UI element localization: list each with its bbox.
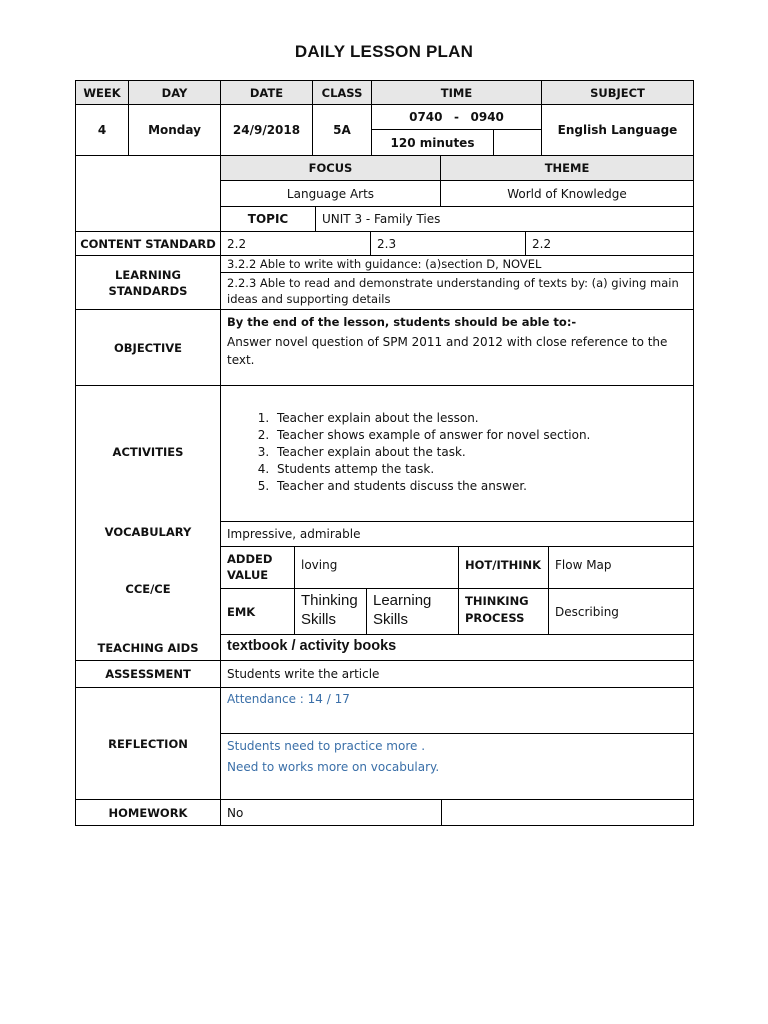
content-standard-label: CONTENT STANDARD [75,231,221,256]
date-value: 24/9/2018 [220,104,313,156]
topic-value: UNIT 3 - Family Ties [315,206,694,232]
duration-value: 120 minutes [371,129,494,156]
teaching-aids-label: TEACHING AIDS [97,641,199,655]
cce-label: CCE/CE [125,582,171,596]
activity-item: 5. Teacher and students discuss the answer. [273,478,590,495]
time-separator: - [454,110,459,124]
objective-intro: By the end of the lesson, students should be able to:- [227,315,577,329]
assessment-value: Students write the article [220,660,694,688]
header-date: DATE [220,80,313,105]
thinking-process-label: THINKING PROCESS [458,588,549,635]
activities-label: ACTIVITIES [112,445,184,459]
learning-standard-2: 2.2.3 Able to read and demonstrate understanding of texts by: (a) giving main ideas and supporting details [220,272,694,310]
attendance-value: Attendance : 14 / 17 [220,687,694,734]
hot-ithink-value: Flow Map [548,546,694,589]
reflection-label: REFLECTION [75,687,221,800]
objective-label: OBJECTIVE [75,309,221,386]
teaching-aids-value: textbook / activity books [220,634,694,661]
learning-standards-label: LEARNING STANDARDS [75,255,221,310]
activity-item: 1. Teacher explain about the lesson. [273,410,590,427]
subject-value: English Language [541,104,694,156]
time-start: 0740 [409,110,443,124]
theme-label: THEME [440,155,694,181]
reflection-line-1: Students need to practice more . [227,739,426,753]
page-title: DAILY LESSON PLAN [294,42,474,61]
content-standard-3: 2.2 [525,231,694,256]
header-week: WEEK [75,80,129,105]
emk-thinking-skills: Thinking Skills [294,588,367,635]
topic-label: TOPIC [220,206,316,232]
header-class: CLASS [312,80,372,105]
activities-cell [220,385,694,522]
time-range [371,104,542,130]
activity-item: 4. Students attemp the task. [273,461,590,478]
reflection-notes [220,733,694,800]
added-value-value: loving [294,546,459,589]
homework-blank-cell [441,799,694,826]
emk-learning-skills: Learning Skills [366,588,459,635]
homework-value: No [220,799,442,826]
homework-label: HOMEWORK [75,799,221,826]
vocabulary-value: Impressive, admirable [220,521,694,547]
focus-blank-cell [75,155,221,232]
objective-cell [220,309,694,386]
time-end: 0940 [470,110,504,124]
content-standard-1: 2.2 [220,231,371,256]
header-day: DAY [128,80,221,105]
content-standard-2: 2.3 [370,231,526,256]
assessment-label: ASSESSMENT [75,660,221,688]
header-time: TIME [371,80,542,105]
emk-label: EMK [220,588,295,635]
learning-standard-1: 3.2.2 Able to write with guidance: (a)section D, NOVEL [220,255,694,273]
header-subject: SUBJECT [541,80,694,105]
week-value: 4 [75,104,129,156]
objective-text: Answer novel question of SPM 2011 and 2012 with close reference to the text. [227,335,668,367]
added-value-label: ADDED VALUE [220,546,295,589]
thinking-process-value: Describing [548,588,694,635]
theme-value: World of Knowledge [440,180,694,207]
activities-list [227,410,590,495]
activity-item: 2. Teacher shows example of answer for novel section. [273,427,590,444]
hot-ithink-label: HOT/ITHINK [458,546,549,589]
activity-item: 3. Teacher explain about the task. [273,444,590,461]
focus-value: Language Arts [220,180,441,207]
class-value: 5A [312,104,372,156]
reflection-line-2: Need to works more on vocabulary. [227,760,440,774]
vocabulary-label: VOCABULARY [104,525,192,539]
day-value: Monday [128,104,221,156]
focus-label: FOCUS [220,155,441,181]
